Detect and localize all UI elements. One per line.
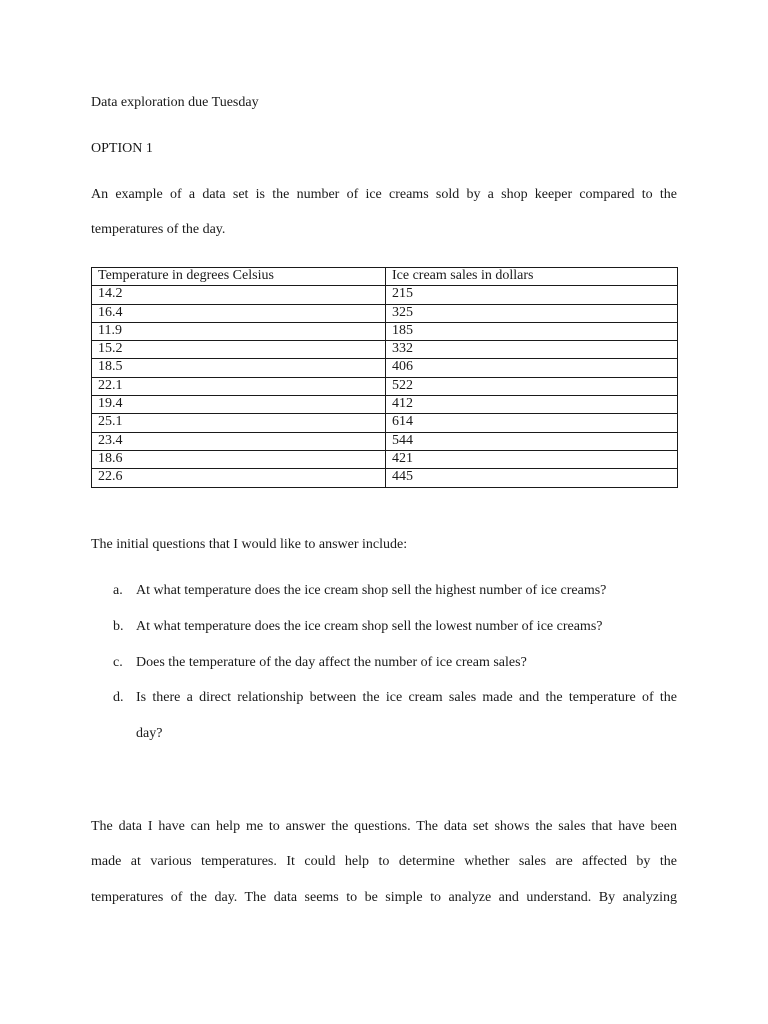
table-cell-temperature: 18.5 [92, 359, 386, 377]
table-cell-temperature: 15.2 [92, 341, 386, 359]
table-cell-sales: 325 [386, 304, 678, 322]
list-item-text: At what temperature does the ice cream shop sell the lowest number of ice creams? [136, 619, 603, 634]
table-cell-sales: 185 [386, 322, 678, 340]
data-table [91, 267, 678, 488]
list-item-text: At what temperature does the ice cream shop sell the highest number of ice creams? [136, 583, 607, 598]
table-header-sales: Ice cream sales in dollars [386, 268, 678, 286]
table-cell-temperature: 14.2 [92, 286, 386, 304]
table-row [92, 396, 678, 414]
table-cell-sales: 215 [386, 286, 678, 304]
table-row [92, 414, 678, 432]
intro-paragraph-line-2: temperatures of the day. [91, 222, 226, 237]
body-paragraph-line-3: temperatures of the day. The data seems to be simple to analyze and understand. By analyzing [91, 890, 677, 905]
list-marker: b. [113, 619, 124, 634]
table-cell-temperature: 25.1 [92, 414, 386, 432]
table-cell-temperature: 22.6 [92, 469, 386, 487]
intro-paragraph-line-1: An example of a data set is the number of ice creams sold by a shop keeper compared to the [91, 187, 677, 202]
body-paragraph-line-1: The data I have can help me to answer the questions. The data set shows the sales that have been [91, 819, 677, 834]
table-row [92, 304, 678, 322]
table-row [92, 286, 678, 304]
list-marker: a. [113, 583, 123, 598]
table-cell-sales: 544 [386, 432, 678, 450]
table-row [92, 341, 678, 359]
list-item-text-continued: day? [136, 726, 163, 741]
document-heading: Data exploration due Tuesday [91, 95, 259, 110]
table-cell-temperature: 16.4 [92, 304, 386, 322]
table-cell-temperature: 23.4 [92, 432, 386, 450]
table-cell-sales: 412 [386, 396, 678, 414]
table-cell-temperature: 18.6 [92, 450, 386, 468]
table-cell-sales: 421 [386, 450, 678, 468]
table-row [92, 359, 678, 377]
body-paragraph-line-2: made at various temperatures. It could help to determine whether sales are affected by the [91, 854, 677, 869]
table-row [92, 469, 678, 487]
table-row [92, 377, 678, 395]
list-marker: c. [113, 655, 123, 670]
table-cell-sales: 445 [386, 469, 678, 487]
table-cell-temperature: 19.4 [92, 396, 386, 414]
table-cell-sales: 406 [386, 359, 678, 377]
table-row [92, 322, 678, 340]
questions-intro: The initial questions that I would like to answer include: [91, 537, 408, 552]
table-cell-sales: 522 [386, 377, 678, 395]
table-header-row [92, 268, 678, 286]
table-cell-sales: 332 [386, 341, 678, 359]
list-marker: d. [113, 690, 124, 705]
table-header-temperature: Temperature in degrees Celsius [92, 268, 386, 286]
table-cell-sales: 614 [386, 414, 678, 432]
option-label: OPTION 1 [91, 141, 153, 156]
list-item-text: Does the temperature of the day affect the number of ice cream sales? [136, 655, 527, 670]
table-row [92, 432, 678, 450]
table-cell-temperature: 22.1 [92, 377, 386, 395]
list-item-text: Is there a direct relationship between the ice cream sales made and the temperature of the [136, 690, 677, 705]
table-cell-temperature: 11.9 [92, 322, 386, 340]
table-row [92, 450, 678, 468]
